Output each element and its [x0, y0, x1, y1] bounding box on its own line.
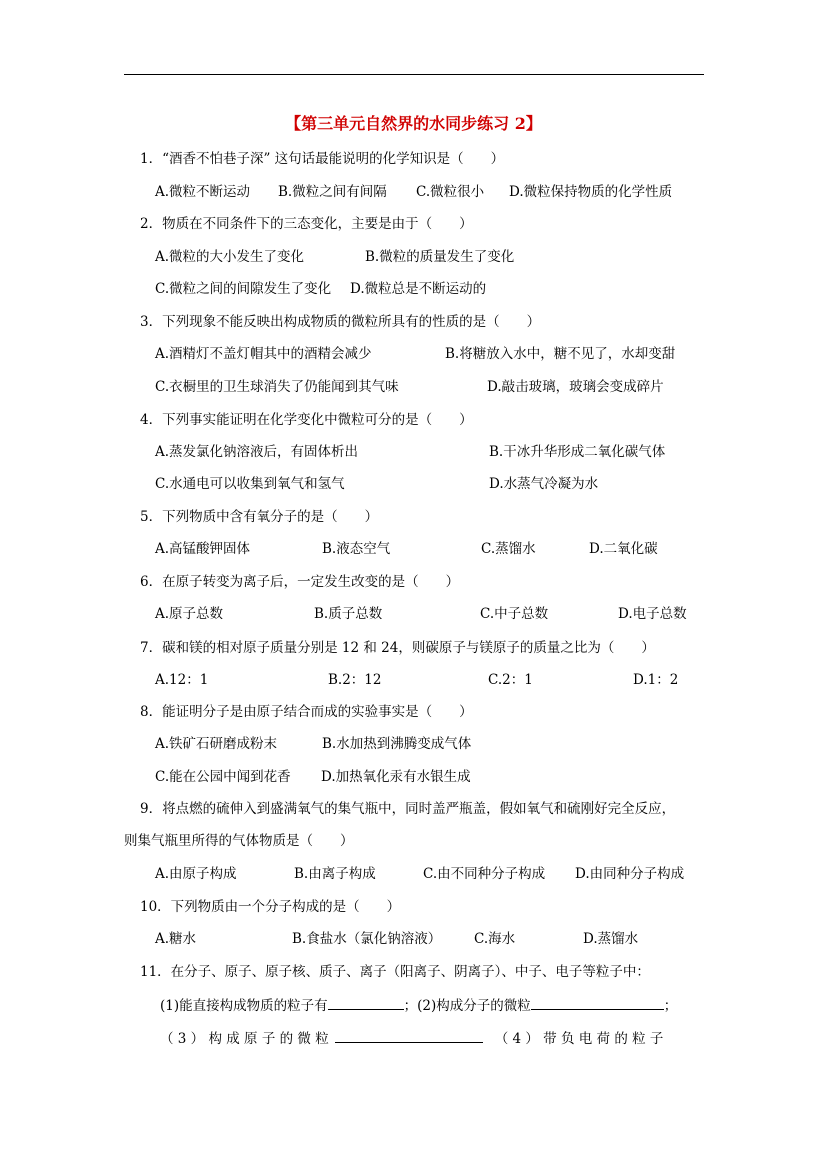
q6-option-b: B.质子总数	[314, 606, 383, 622]
q8-option-d: D.加热氧化汞有水银生成	[321, 769, 471, 785]
q1-option-c: C.微粒很小	[416, 184, 485, 200]
q9-option-a: A.由原子构成	[155, 866, 237, 882]
q1-option-b: B.微粒之间有间隔	[278, 184, 387, 200]
q7-option-c: C.2：1	[488, 672, 533, 688]
q5-stem: 5．下列物质中含有氧分子的是（ ）	[140, 509, 379, 525]
q11-part4-label: （ 4 ） 带 负 电 荷 的 粒 子	[494, 1031, 664, 1047]
q10-stem: 10．下列物质由一个分子构成的是（ ）	[140, 899, 401, 915]
q4-stem: 4．下列事实能证明在化学变化中微粒可分的是（ ）	[140, 412, 473, 428]
q11-part2-end: ；	[663, 998, 678, 1014]
q4-option-c: C.水通电可以收集到氧气和氢气	[155, 476, 345, 492]
q9-option-b: B.由离子构成	[294, 866, 376, 882]
q9-option-d: D.由同种分子构成	[575, 866, 685, 882]
q8-stem: 8．能证明分子是由原子结合而成的实验事实是（ ）	[140, 704, 473, 720]
q2-option-a: A.微粒的大小发生了变化	[155, 249, 305, 265]
q3-stem: 3．下列现象不能反映出构成物质的微粒所具有的性质的是（ ）	[140, 314, 541, 330]
q3-option-d: D.敲击玻璃，玻璃会变成碎片	[487, 379, 664, 395]
q10-option-a: A.糖水	[155, 931, 197, 947]
q8-option-c: C.能在公园中闻到花香	[155, 769, 291, 785]
q5-option-d: D.二氧化碳	[589, 541, 658, 557]
q11-part1	[160, 995, 677, 1016]
q11-part3	[160, 1028, 663, 1049]
q11-part3-label: （ 3 ） 构 成 原 子 的 微 粒	[160, 1031, 329, 1047]
q11-answer-blank-1[interactable]	[328, 995, 404, 1010]
q11-part2-label: ；(2)构成分子的微粒	[403, 998, 531, 1014]
q11-stem: 11．在分子、原子、原子核、质子、离子（阳离子、阴离子）、中子、电子等粒子中：	[140, 964, 650, 980]
q2-option-b: B.微粒的质量发生了变化	[365, 249, 515, 265]
q4-option-b: B.干冰升华形成二氧化碳气体	[489, 444, 666, 460]
q10-option-c: C.海水	[474, 931, 516, 947]
q4-option-a: A.蒸发氯化钠溶液后，有固体析出	[155, 444, 359, 460]
q1-option-d: D.微粒保持物质的化学性质	[509, 184, 673, 200]
q8-option-b: B.水加热到沸腾变成气体	[322, 736, 472, 752]
header-rule	[124, 74, 704, 75]
q11-answer-blank-2[interactable]	[531, 995, 664, 1010]
q7-stem: 7．碳和镁的相对原子质量分别是 12 和 24，则碳原子与镁原子的质量之比为（ ）	[140, 640, 655, 656]
q6-option-d: D.电子总数	[618, 606, 687, 622]
q11-part1-label: (1)能直接构成物质的粒子有	[160, 998, 328, 1014]
q6-option-a: A.原子总数	[155, 606, 224, 622]
q2-option-d: D.微粒总是不断运动的	[350, 281, 487, 297]
q10-option-d: D.蒸馏水	[583, 931, 639, 947]
q9-option-c: C.由不同种分子构成	[423, 866, 546, 882]
q3-option-c: C.衣橱里的卫生球消失了仍能闻到其气味	[155, 379, 399, 395]
q10-option-b: B.食盐水（氯化钠溶液）	[292, 931, 442, 947]
q11-answer-blank-3[interactable]	[335, 1028, 483, 1043]
q5-option-c: C.蒸馏水	[481, 541, 536, 557]
q9-stem-line1: 9．将点燃的硫伸入到盛满氧气的集气瓶中，同时盖严瓶盖，假如氧气和硫刚好完全反应，	[140, 801, 676, 817]
q8-option-a: A.铁矿石研磨成粉末	[155, 736, 278, 752]
q3-option-a: A.酒精灯不盖灯帽其中的酒精会减少	[155, 346, 372, 362]
q9-stem-line2: 则集气瓶里所得的气体物质是（ ）	[124, 833, 354, 849]
q2-option-c: C.微粒之间的间隙发生了变化	[155, 281, 332, 297]
q3-option-b: B.将糖放入水中，糖不见了，水却变甜	[445, 346, 676, 362]
q7-option-d: D.1：2	[633, 672, 679, 688]
q4-option-d: D.水蒸气冷凝为水	[489, 476, 599, 492]
q6-stem: 6．在原子转变为离子后，一定发生改变的是（ ）	[140, 574, 460, 590]
q7-option-b: B.2：12	[328, 672, 382, 688]
q1-stem: 1．“酒香不怕巷子深” 这句话最能说明的化学知识是（ ）	[140, 151, 505, 167]
q6-option-c: C.中子总数	[480, 606, 549, 622]
q2-stem: 2．物质在不同条件下的三态变化，主要是由于（ ）	[140, 216, 473, 232]
page-title: 【第三单元自然界的水同步练习 2】	[285, 114, 542, 133]
q7-option-a: A.12：1	[155, 672, 209, 688]
q1-option-a: A.微粒不断运动	[155, 184, 251, 200]
q5-option-a: A.高锰酸钾固体	[155, 541, 251, 557]
q5-option-b: B.液态空气	[322, 541, 391, 557]
